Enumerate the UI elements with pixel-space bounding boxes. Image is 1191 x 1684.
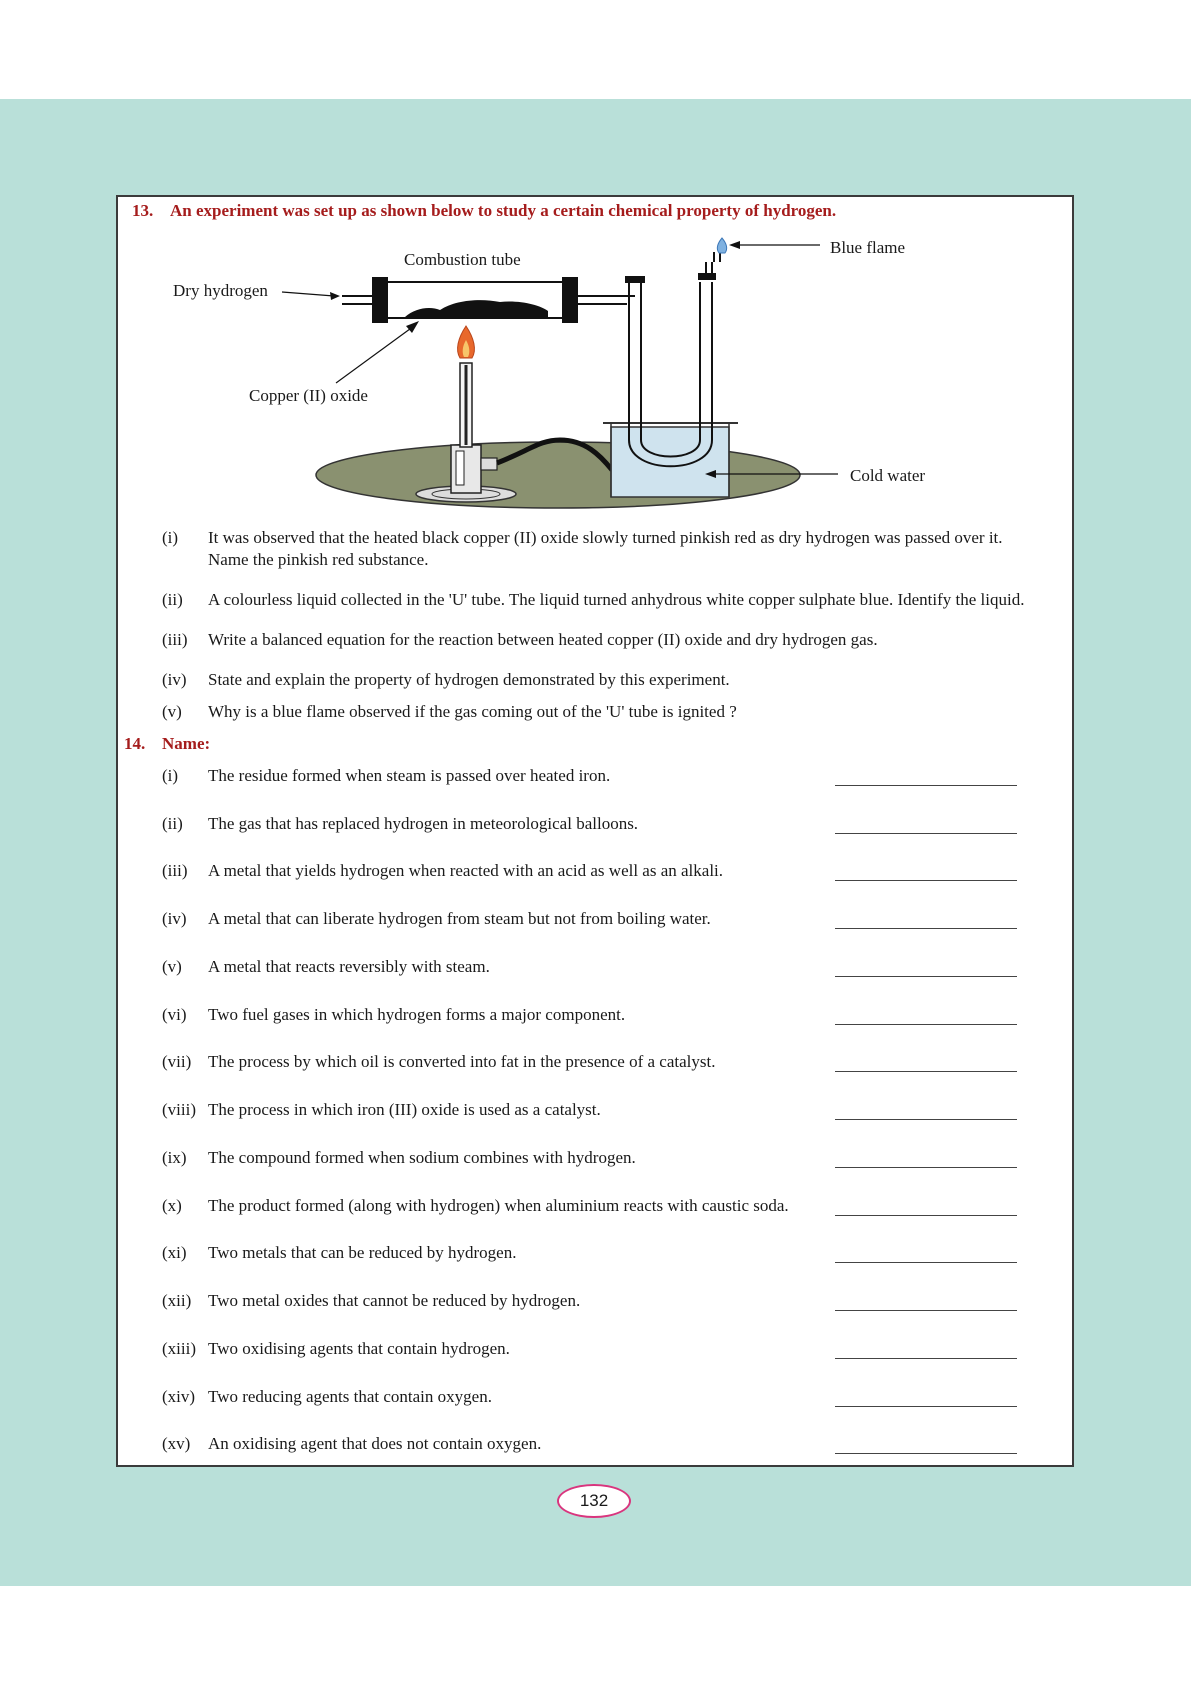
part-text: Write a balanced equation for the reaction between heated copper (II) oxide and dry hydrogen gas. (208, 630, 878, 649)
hydrogen-reduction-apparatus-diagram (0, 0, 1191, 540)
item-text: A metal that reacts reversibly with steam. (208, 957, 490, 976)
label-copper-oxide: Copper (II) oxide (249, 386, 368, 405)
part-text: It was observed that the heated black copper (II) oxide slowly turned pinkish red as dry hydrogen was passed over it. (208, 528, 1003, 547)
label-cold-water: Cold water (850, 466, 926, 485)
item-number: (iii) (162, 861, 188, 880)
answer-blank-line[interactable] (835, 1119, 1017, 1120)
part-number: (iv) (162, 670, 187, 689)
part-number: (iii) (162, 630, 188, 649)
page-number: 132 (557, 1484, 631, 1518)
q14-number: 14. (124, 734, 146, 753)
item-number: (x) (162, 1196, 182, 1215)
part-text: Name the pinkish red substance. (208, 550, 429, 569)
answer-blank-line[interactable] (835, 833, 1017, 834)
item-text: The process in which iron (III) oxide is used as a catalyst. (208, 1100, 601, 1119)
item-text: Two metals that can be reduced by hydrogen. (208, 1243, 517, 1262)
item-text: Two fuel gases in which hydrogen forms a major component. (208, 1005, 626, 1024)
q14-prompt: Name: (162, 734, 211, 753)
label-dry-hydrogen: Dry hydrogen (173, 281, 268, 300)
answer-blank-line[interactable] (835, 1024, 1017, 1025)
answer-blank-line[interactable] (835, 1358, 1017, 1359)
label-combustion-tube: Combustion tube (404, 250, 521, 269)
item-text: The gas that has replaced hydrogen in meteorological balloons. (208, 814, 639, 833)
answer-blank-line[interactable] (835, 880, 1017, 881)
item-number: (vii) (162, 1052, 192, 1071)
item-number: (ix) (162, 1148, 187, 1167)
label-blue-flame: Blue flame (830, 238, 906, 257)
answer-blank-line[interactable] (835, 1167, 1017, 1168)
item-number: (v) (162, 957, 182, 976)
item-number: (viii) (162, 1100, 196, 1119)
item-number: (xii) (162, 1291, 192, 1310)
item-text: The residue formed when steam is passed over heated iron. (208, 766, 611, 785)
item-text: The product formed (along with hydrogen) when aluminium reacts with caustic soda. (208, 1196, 789, 1215)
item-text: A metal that can liberate hydrogen from steam but not from boiling water. (208, 909, 711, 928)
item-number: (xiv) (162, 1387, 196, 1406)
item-number: (xiii) (162, 1339, 196, 1358)
item-text: The compound formed when sodium combines with hydrogen. (208, 1148, 636, 1167)
item-number: (ii) (162, 814, 183, 833)
answer-blank-line[interactable] (835, 976, 1017, 977)
part-text: Why is a blue flame observed if the gas coming out of the 'U' tube is ignited ? (208, 702, 737, 721)
item-text: A metal that yields hydrogen when reacted with an acid as well as an alkali. (208, 861, 724, 880)
item-text: The process by which oil is converted into fat in the presence of a catalyst. (208, 1052, 716, 1071)
item-text: An oxidising agent that does not contain oxygen. (208, 1434, 542, 1453)
answer-blank-line[interactable] (835, 785, 1017, 786)
blue-flame (717, 238, 726, 253)
item-number: (xi) (162, 1243, 187, 1262)
answer-blank-line[interactable] (835, 1071, 1017, 1072)
answer-blank-line[interactable] (835, 1453, 1017, 1454)
item-number: (i) (162, 766, 179, 785)
item-text: Two reducing agents that contain oxygen. (208, 1387, 492, 1406)
item-text: Two oxidising agents that contain hydrogen. (208, 1339, 510, 1358)
item-number: (vi) (162, 1005, 187, 1024)
part-text: State and explain the property of hydrogen demonstrated by this experiment. (208, 670, 730, 689)
part-number: (i) (162, 528, 179, 547)
q13-number: 13. (132, 201, 154, 220)
item-text: Two metal oxides that cannot be reduced by hydrogen. (208, 1291, 581, 1310)
part-number: (ii) (162, 590, 183, 609)
answer-blank-line[interactable] (835, 1262, 1017, 1263)
answer-blank-line[interactable] (835, 1215, 1017, 1216)
part-text: A colourless liquid collected in the 'U' tube. The liquid turned anhydrous white copper sulphate blue. Identify the liquid. (208, 590, 1025, 609)
item-number: (xv) (162, 1434, 191, 1453)
answer-blank-line[interactable] (835, 1310, 1017, 1311)
answer-blank-line[interactable] (835, 928, 1017, 929)
answer-blank-line[interactable] (835, 1406, 1017, 1407)
q13-prompt: An experiment was set up as shown below to study a certain chemical property of hydrogen. (170, 201, 837, 220)
item-number: (iv) (162, 909, 187, 928)
part-number: (v) (162, 702, 182, 721)
